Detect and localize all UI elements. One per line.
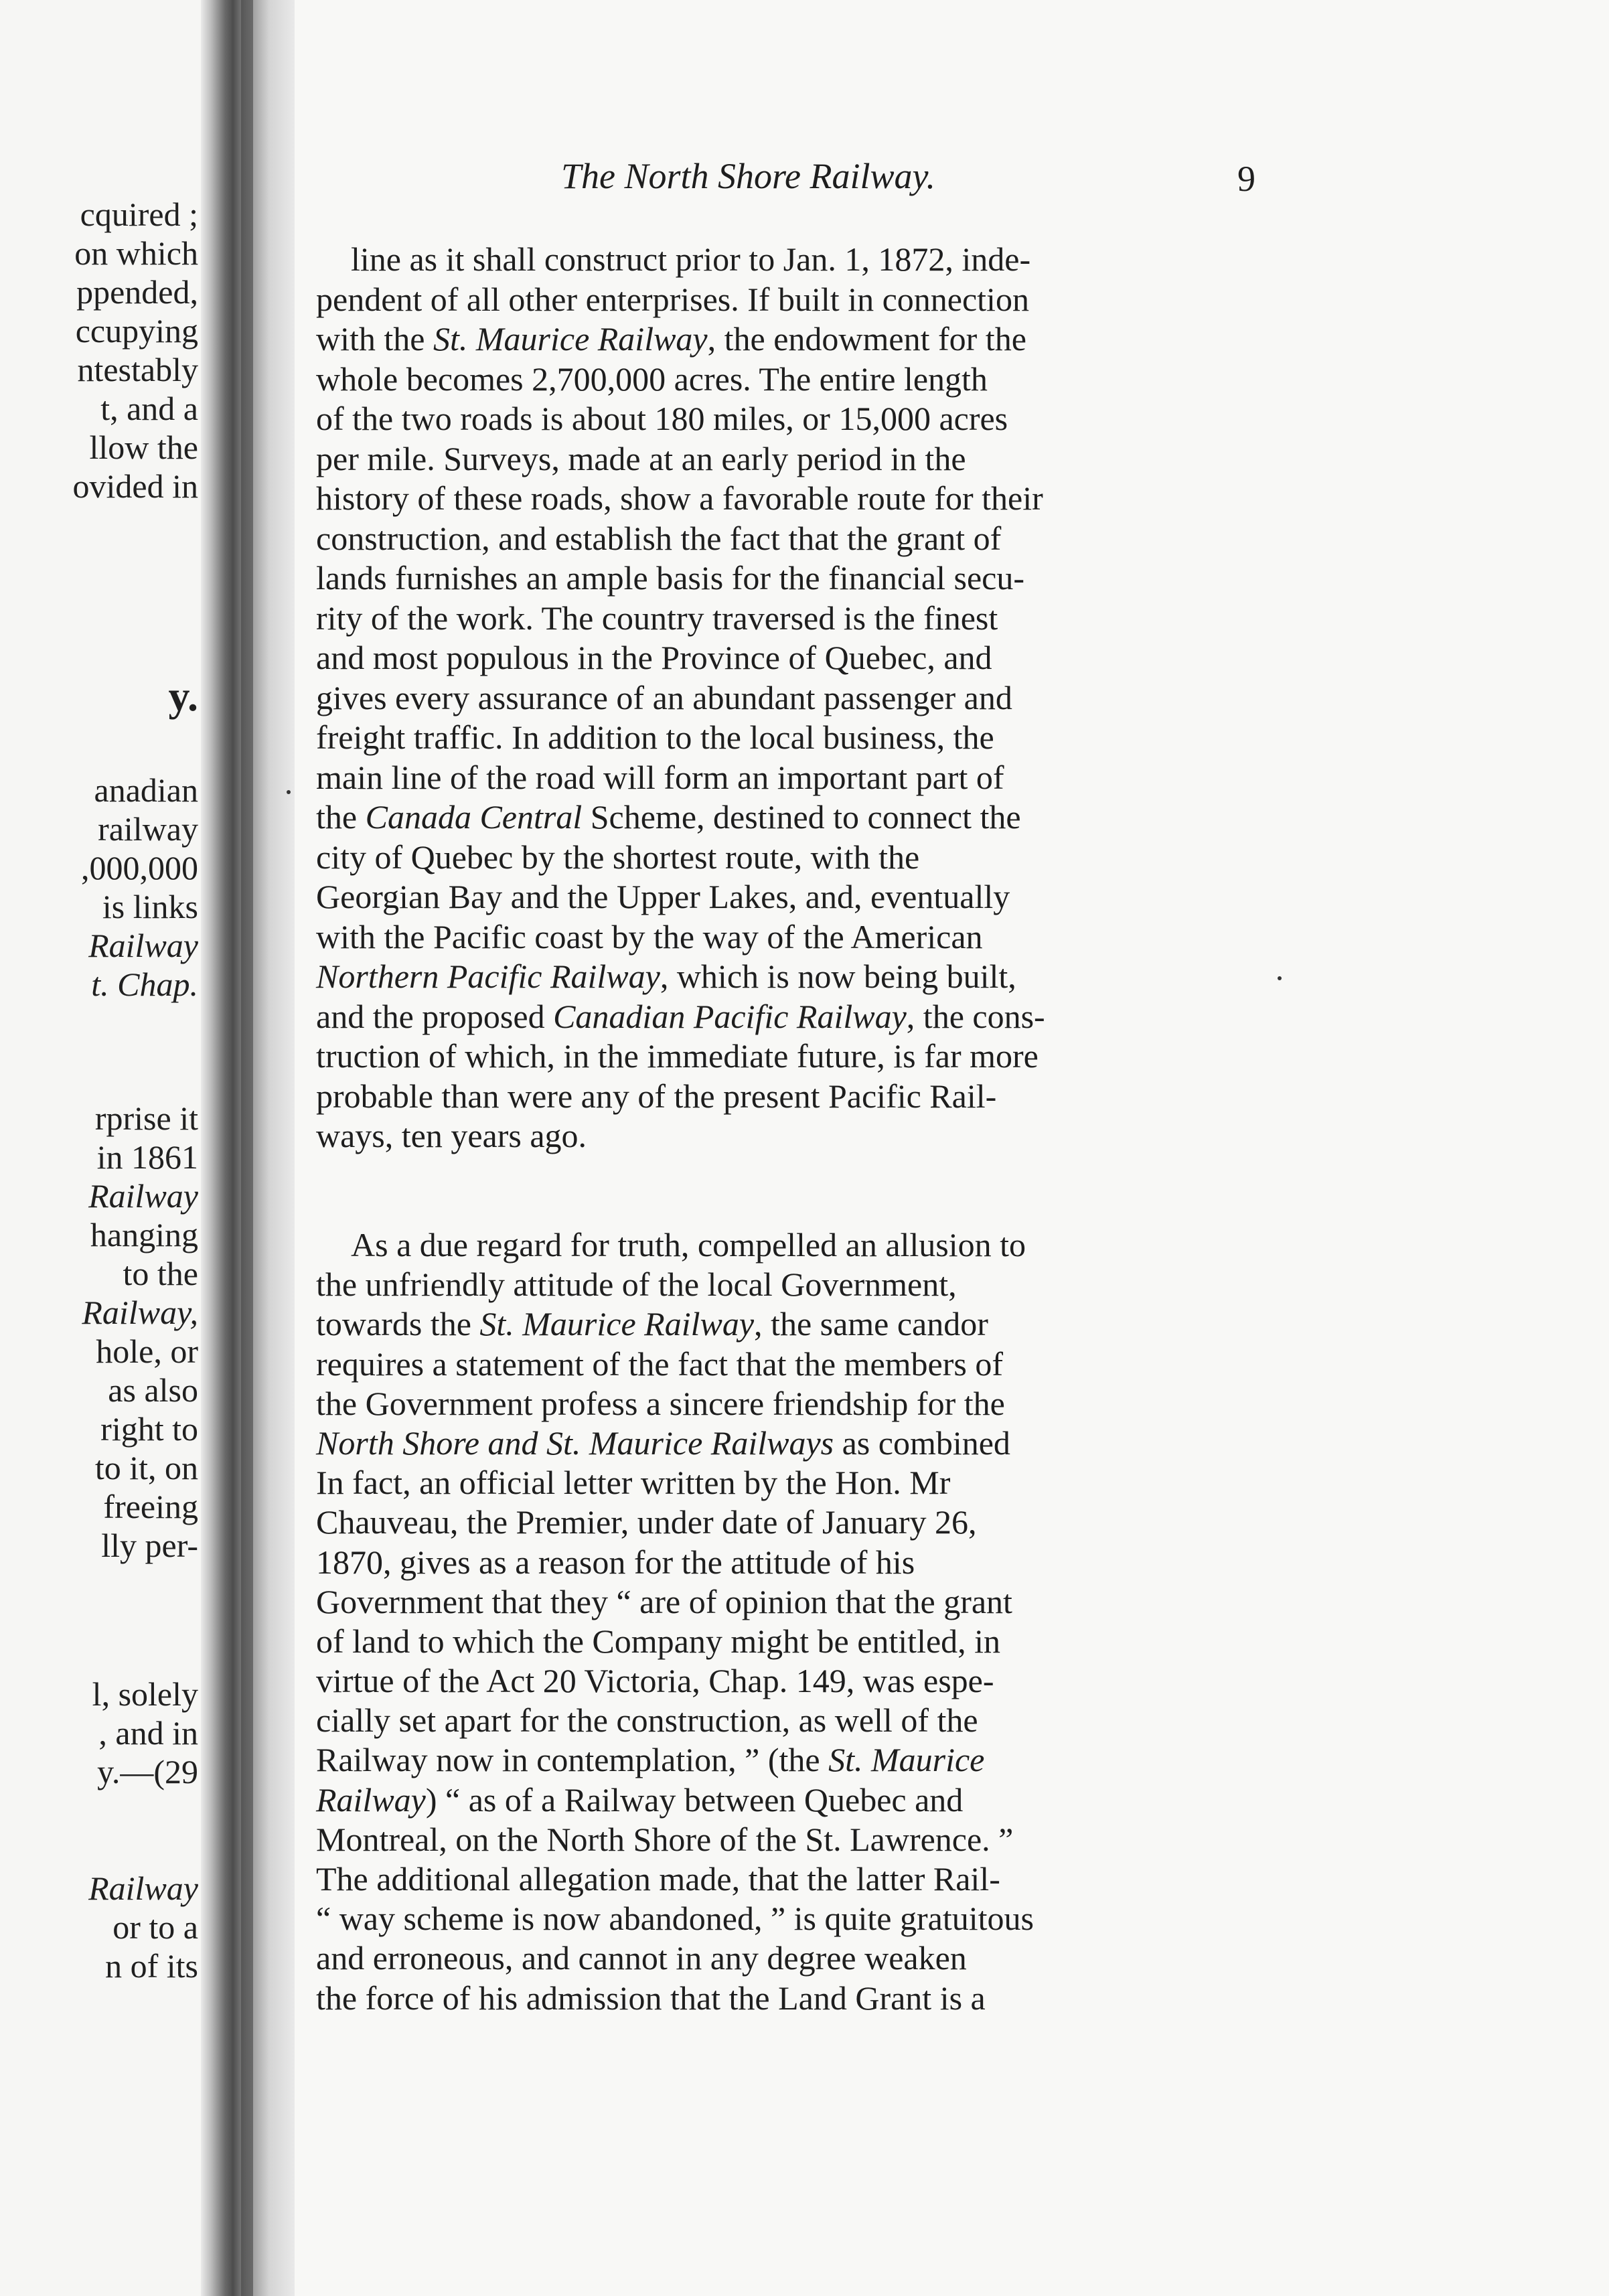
italic-title: St. Maurice Railway: [433, 320, 708, 358]
text-line: per mile. Surveys, made at an early period in the: [316, 439, 966, 477]
left-page-line: y.: [168, 672, 198, 720]
left-page-line: t. Chap.: [91, 966, 198, 1003]
italic-title: St. Maurice Railway: [479, 1305, 755, 1343]
text-line: probable than were any of the present Pacific Rail-: [316, 1077, 997, 1115]
text-line: the force of his admission that the Land Grant is a: [316, 1979, 986, 2017]
left-page-line: Railway,: [82, 1294, 198, 1331]
text-line: lands furnishes an ample basis for the financial secu-: [316, 559, 1024, 597]
left-page-line: is links: [102, 888, 198, 925]
text-segment: as combined: [834, 1424, 1010, 1462]
text-line: rity of the work. The country traversed is the finest: [316, 599, 998, 637]
text-line: history of these roads, show a favorable route for their: [316, 479, 1043, 517]
text-line: [316, 1740, 1252, 1780]
text-segment: Scheme, destined to connect the: [582, 798, 1021, 836]
gutter-shadow: [241, 0, 253, 2296]
left-page-line: llow the: [89, 429, 198, 466]
page-number: 9: [1237, 159, 1255, 199]
left-page-line: ovided in: [72, 467, 198, 505]
text-line: [316, 1304, 1252, 1344]
left-page-line: cquired ;: [80, 196, 198, 233]
left-page-line: as also: [108, 1371, 198, 1409]
left-page-line: hanging: [90, 1216, 198, 1253]
left-page-line: to the: [123, 1255, 198, 1292]
text-segment: towards the: [316, 1305, 480, 1343]
left-page-line: lly per-: [101, 1527, 198, 1564]
text-line: [316, 1780, 1252, 1820]
text-line: Montreal, on the North Shore of the St. Lawrence. ”: [316, 1820, 1014, 1858]
left-page-line: n of its: [105, 1947, 198, 1985]
text-line: Government that they “ are of opinion that the grant: [316, 1582, 1012, 1620]
text-line: of the two roads is about 180 miles, or 15,000 acres: [316, 400, 1008, 437]
text-line: main line of the road will form an important part of: [316, 758, 1004, 796]
text-segment: , the same candor: [754, 1305, 988, 1343]
text-line: pendent of all other enterprises. If built in connection: [316, 280, 1029, 318]
left-page-line: freeing: [103, 1488, 198, 1525]
text-segment: ) “ as of a Railway between Quebec and: [425, 1780, 964, 1819]
paragraph-2: [316, 1225, 1252, 2018]
text-segment: Railway now in contemplation, ” (the: [316, 1741, 829, 1779]
left-page-line: Railway: [88, 927, 198, 964]
text-segment: , the endowment for the: [707, 320, 1026, 358]
text-line: truction of which, in the immediate future, is far more: [316, 1037, 1039, 1075]
left-page-line: rprise it: [94, 1099, 198, 1137]
text-line: [316, 997, 1252, 1037]
text-line: construction, and establish the fact that the grant of: [316, 519, 1002, 557]
left-page-line: ,000,000: [81, 849, 198, 887]
left-page-line: t, and a: [100, 390, 198, 427]
left-page-line: ntestably: [77, 351, 198, 388]
text-line: [316, 1424, 1252, 1463]
text-line: and most populous in the Province of Quebec, and: [316, 639, 992, 676]
text-line: of land to which the Company might be entitled, in: [316, 1622, 1001, 1660]
paragraph-1: [316, 240, 1252, 1156]
text-line: line as it shall construct prior to Jan. 1, 1872, inde-: [351, 240, 1031, 278]
text-segment: with the: [316, 320, 433, 358]
left-page-line: anadian: [94, 771, 198, 809]
italic-title: North Shore and St. Maurice Railways: [316, 1424, 834, 1462]
text-line: [316, 957, 1252, 997]
text-line: whole becomes 2,700,000 acres. The entire length: [316, 360, 988, 398]
text-line: In fact, an official letter written by the Hon. Mr: [316, 1464, 951, 1502]
left-page-line: right to: [100, 1410, 198, 1448]
left-page-line: on which: [74, 234, 198, 272]
text-line: the unfriendly attitude of the local Government,: [316, 1266, 957, 1304]
left-page-line: railway: [98, 810, 198, 848]
text-line: The additional allegation made, that the latter Rail-: [316, 1860, 1000, 1898]
text-line: requires a statement of the fact that the members of: [316, 1345, 1003, 1383]
text-line: “ way scheme is now abandoned, ” is quite gratuitous: [316, 1900, 1034, 1938]
text-line: [316, 797, 1252, 838]
text-line: gives every assurance of an abundant passenger and: [316, 678, 1012, 716]
italic-title: St. Maurice: [828, 1741, 985, 1779]
text-line: Georgian Bay and the Upper Lakes, and, eventually: [316, 878, 1010, 915]
text-line: the Government profess a sincere friendship for the: [316, 1384, 1005, 1422]
left-page-line: in 1861: [96, 1138, 198, 1176]
text-segment: and the proposed: [316, 997, 554, 1035]
text-line: city of Quebec by the shortest route, with the: [316, 838, 920, 876]
left-page-line: y.—(29: [97, 1753, 198, 1790]
left-page-line: Railway: [88, 1177, 198, 1215]
text-line: ways, ten years ago.: [316, 1117, 587, 1154]
margin-speck: [287, 790, 291, 794]
left-page-line: hole, or: [96, 1332, 198, 1370]
left-page-line: l, solely: [92, 1675, 198, 1713]
text-line: Chauveau, the Premier, under date of January 26,: [316, 1503, 977, 1541]
left-page-line: ppended,: [76, 273, 198, 311]
text-line: cially set apart for the construction, as well of the: [316, 1701, 978, 1740]
text-segment: , which is now being built,: [660, 958, 1016, 995]
left-facing-page: [0, 0, 221, 2296]
margin-speck: [1278, 976, 1282, 980]
text-line: virtue of the Act 20 Victoria, Chap. 149, was espe-: [316, 1662, 994, 1700]
text-segment: the: [316, 798, 366, 836]
text-line: [316, 319, 1252, 360]
text-line: and erroneous, and cannot in any degree weaken: [316, 1939, 967, 1977]
italic-title: Railway: [316, 1780, 426, 1819]
left-page-line: to it, on: [94, 1449, 198, 1486]
italic-title: Canadian Pacific Railway: [553, 997, 907, 1035]
text-line: 1870, gives as a reason for the attitude of his: [316, 1543, 915, 1581]
text-line: with the Pacific coast by the way of the American: [316, 917, 983, 955]
italic-title: Northern Pacific Railway: [316, 958, 660, 995]
text-segment: , the cons-: [906, 997, 1045, 1035]
left-page-line: Railway: [88, 1869, 198, 1907]
left-page-line: ccupying: [75, 312, 198, 350]
running-title: The North Shore Railway.: [561, 156, 936, 196]
italic-title: Canada Central: [365, 798, 583, 836]
left-page-line: or to a: [112, 1908, 198, 1946]
text-line: freight traffic. In addition to the local business, the: [316, 718, 994, 756]
text-line: As a due regard for truth, compelled an allusion to: [351, 1226, 1026, 1264]
left-page-line: , and in: [98, 1714, 198, 1752]
